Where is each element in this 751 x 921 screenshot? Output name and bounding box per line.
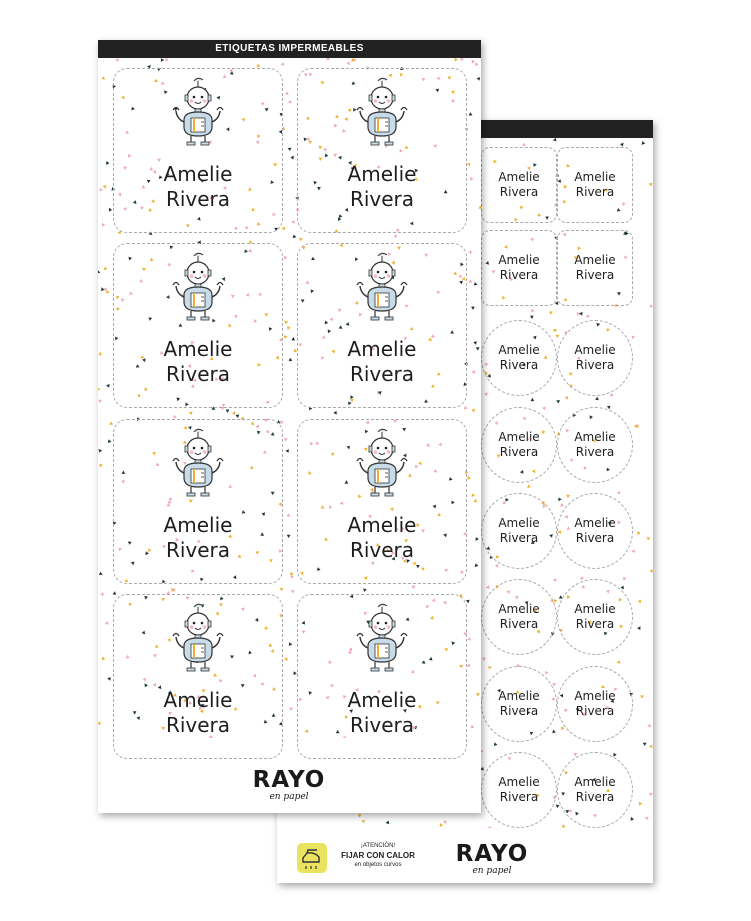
last-name: Rivera [575, 445, 615, 459]
round-name-label [557, 666, 633, 742]
label-name [558, 170, 632, 200]
last-name: Rivera [499, 185, 539, 199]
first-name: Amelie [498, 253, 540, 267]
name-label [113, 419, 283, 584]
name-label [113, 594, 283, 759]
first-name: Amelie [163, 162, 233, 186]
label-name [482, 343, 556, 373]
label-name [482, 516, 556, 546]
label-name [558, 430, 632, 460]
round-name-label [481, 752, 557, 828]
first-name: Amelie [574, 775, 616, 789]
label-name [298, 162, 466, 212]
first-name: Amelie [498, 430, 540, 444]
last-name: Rivera [575, 185, 615, 199]
brand-name: RAYO [455, 841, 529, 867]
last-name: Rivera [575, 617, 615, 631]
last-name: Rivera [165, 362, 231, 386]
label-name [114, 513, 282, 563]
last-name: Rivera [349, 187, 415, 211]
label-name [482, 689, 556, 719]
name-label [297, 243, 467, 408]
label-name [558, 775, 632, 805]
first-name: Amelie [498, 516, 540, 530]
label-name [298, 688, 466, 738]
first-name: Amelie [347, 337, 417, 361]
last-name: Rivera [499, 445, 539, 459]
label-name [558, 343, 632, 373]
last-name: Rivera [575, 268, 615, 282]
last-name: Rivera [165, 187, 231, 211]
label-name [482, 602, 556, 632]
brand-tagline: en papel [269, 792, 309, 802]
round-name-label [557, 752, 633, 828]
round-name-label [557, 407, 633, 483]
last-name: Rivera [575, 790, 615, 804]
brand-tagline: en papel [472, 866, 512, 876]
first-name: Amelie [498, 689, 540, 703]
round-name-label [481, 320, 557, 396]
small-name-label [481, 230, 557, 306]
name-label [297, 68, 467, 233]
last-name: Rivera [575, 704, 615, 718]
last-name: Rivera [499, 358, 539, 372]
back-brand-logo [427, 842, 557, 876]
robot-icon [170, 428, 226, 506]
first-name: Amelie [574, 343, 616, 357]
small-name-label [557, 230, 633, 306]
name-label [297, 419, 467, 584]
iron-icon [297, 843, 327, 873]
first-name: Amelie [498, 602, 540, 616]
last-name: Rivera [165, 538, 231, 562]
first-name: Amelie [163, 337, 233, 361]
robot-icon [354, 428, 410, 506]
warning-title: ¡ATENCIÓN! [360, 843, 396, 849]
first-name: Amelie [574, 602, 616, 616]
heat-warning [297, 842, 427, 874]
label-name [482, 170, 556, 200]
brand-name: RAYO [252, 767, 326, 793]
last-name: Rivera [499, 617, 539, 631]
robot-icon [354, 77, 410, 155]
last-name: Rivera [575, 531, 615, 545]
small-name-label [557, 147, 633, 223]
front-brand-logo [224, 768, 354, 802]
robot-icon [354, 252, 410, 330]
name-label [113, 243, 283, 408]
label-name [114, 337, 282, 387]
first-name: Amelie [574, 253, 616, 267]
last-name: Rivera [499, 790, 539, 804]
front-sheet-header: ETIQUETAS IMPERMEABLES [98, 40, 481, 58]
label-name [482, 253, 556, 283]
round-name-label [481, 579, 557, 655]
warning-detail: en objetos curvos [354, 862, 402, 868]
robot-icon [354, 603, 410, 681]
last-name: Rivera [575, 358, 615, 372]
first-name: Amelie [498, 170, 540, 184]
robot-icon [170, 603, 226, 681]
label-name [558, 602, 632, 632]
round-name-label [481, 407, 557, 483]
round-name-label [481, 666, 557, 742]
first-name: Amelie [574, 689, 616, 703]
label-name [298, 337, 466, 387]
first-name: Amelie [574, 516, 616, 530]
round-name-label [557, 320, 633, 396]
label-name [114, 162, 282, 212]
first-name: Amelie [574, 170, 616, 184]
last-name: Rivera [499, 704, 539, 718]
last-name: Rivera [349, 362, 415, 386]
round-name-label [557, 493, 633, 569]
last-name: Rivera [349, 713, 415, 737]
label-name [558, 516, 632, 546]
last-name: Rivera [499, 268, 539, 282]
label-name [298, 513, 466, 563]
robot-icon [170, 77, 226, 155]
label-name [482, 430, 556, 460]
name-label [113, 68, 283, 233]
last-name: Rivera [349, 538, 415, 562]
name-label [297, 594, 467, 759]
last-name: Rivera [165, 713, 231, 737]
warning-main: FIJAR CON CALOR [341, 851, 415, 860]
label-name [558, 253, 632, 283]
round-name-label [557, 579, 633, 655]
first-name: Amelie [163, 513, 233, 537]
small-name-label [481, 147, 557, 223]
first-name: Amelie [347, 688, 417, 712]
label-name [558, 689, 632, 719]
label-name [482, 775, 556, 805]
round-name-label [481, 493, 557, 569]
last-name: Rivera [499, 531, 539, 545]
first-name: Amelie [163, 688, 233, 712]
front-label-sheet [98, 40, 481, 813]
first-name: Amelie [498, 343, 540, 357]
robot-icon [170, 252, 226, 330]
first-name: Amelie [574, 430, 616, 444]
first-name: Amelie [347, 162, 417, 186]
label-name [114, 688, 282, 738]
first-name: Amelie [347, 513, 417, 537]
first-name: Amelie [498, 775, 540, 789]
